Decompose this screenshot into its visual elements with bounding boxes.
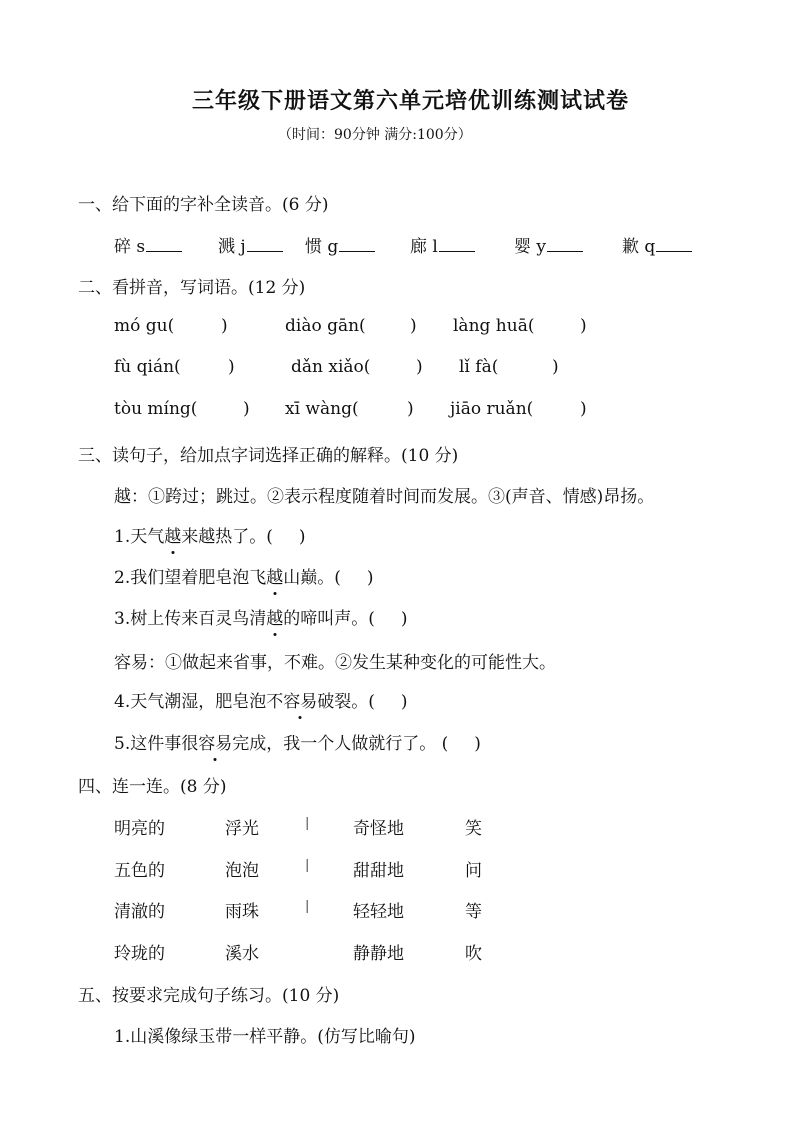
exam-info: （时间：90分钟 满分:100分）	[278, 127, 472, 143]
s5-question-1: 1.山溪像绿玉带一样平静。(仿写比喻句)	[114, 1027, 416, 1047]
section-2-heading: 二、看拼音，写词语。(12 分)	[78, 278, 306, 298]
dotted-char: 容易	[198, 729, 232, 754]
s3-question-5: 5.这件事很容易完成，我一个人做就行了。 ( )	[114, 729, 481, 754]
section-3-heading: 三、读句子，给加点字词选择正确的解释。(10 分)	[78, 446, 459, 466]
section-1-heading: 一、给下面的字补全读音。(6 分)	[78, 195, 329, 215]
match-left-noun[interactable]: 雨珠	[225, 902, 259, 922]
match-left-noun[interactable]: 溪水	[225, 944, 259, 964]
s3-question-1: 1.天气越来越热了。( )	[114, 522, 306, 547]
s1-item: 碎 s	[114, 232, 182, 257]
s1-item: 廊 l	[410, 232, 475, 257]
s1-item: 溅 j	[218, 232, 283, 257]
divider-mark: |	[305, 858, 310, 873]
answer-blank[interactable]	[547, 233, 583, 252]
s2-paren-close: )	[552, 357, 559, 377]
s2-word-item[interactable]: diào gān(	[285, 316, 366, 336]
dotted-char: 越	[164, 522, 181, 547]
match-right-verb[interactable]: 问	[465, 861, 482, 881]
answer-blank[interactable]	[439, 233, 475, 252]
s2-word-item[interactable]: tòu míng(	[114, 399, 198, 419]
divider-mark: |	[305, 816, 310, 831]
answer-blank[interactable]	[656, 233, 692, 252]
s2-paren-close: )	[228, 357, 235, 377]
s1-item: 婴 y	[514, 232, 583, 257]
match-left-adj[interactable]: 五色的	[114, 861, 165, 881]
dotted-char: 容易	[283, 687, 317, 712]
match-right-adv[interactable]: 静静地	[353, 944, 404, 964]
s2-word-item[interactable]: dǎn xiǎo(	[291, 357, 371, 377]
match-right-verb[interactable]: 等	[465, 902, 482, 922]
s2-word-item[interactable]: xī wàng(	[285, 399, 359, 419]
match-right-adv[interactable]: 奇怪地	[353, 819, 404, 839]
s2-word-item[interactable]: mó gu(	[114, 316, 175, 336]
s2-paren-close: )	[580, 399, 587, 419]
match-left-adj[interactable]: 明亮的	[114, 819, 165, 839]
match-right-adv[interactable]: 轻轻地	[353, 902, 404, 922]
section-5-heading: 五、按要求完成句子练习。(10 分)	[78, 986, 340, 1006]
s2-paren-close: )	[410, 316, 417, 336]
match-right-verb[interactable]: 笑	[465, 819, 482, 839]
match-left-adj[interactable]: 玲珑的	[114, 944, 165, 964]
section-4-heading: 四、连一连。(8 分)	[78, 777, 227, 797]
answer-blank[interactable]	[339, 233, 375, 252]
s3-question-4: 4.天气潮湿，肥皂泡不容易破裂。( )	[114, 687, 408, 712]
match-right-adv[interactable]: 甜甜地	[353, 861, 404, 881]
s2-paren-close: )	[580, 316, 587, 336]
page-title: 三年级下册语文第六单元培优训练测试试卷	[192, 88, 630, 114]
match-left-noun[interactable]: 浮光	[225, 819, 259, 839]
s2-paren-close: )	[243, 399, 250, 419]
s2-word-item[interactable]: fù qián(	[114, 357, 181, 377]
match-left-adj[interactable]: 清澈的	[114, 902, 165, 922]
dotted-char: 越	[266, 604, 283, 629]
match-left-noun[interactable]: 泡泡	[225, 861, 259, 881]
s1-item: 惯 g	[305, 232, 375, 257]
dotted-char: 越	[266, 563, 283, 588]
s2-paren-close: )	[221, 316, 228, 336]
match-right-verb[interactable]: 吹	[465, 944, 482, 964]
s2-word-item[interactable]: lǐ fà(	[459, 357, 499, 377]
definition-yue: 越：①跨过；跳过。②表示程度随着时间而发展。③(声音、情感)昂扬。	[114, 487, 655, 507]
s1-item: 歉 q	[622, 232, 692, 257]
s2-paren-close: )	[416, 357, 423, 377]
answer-blank[interactable]	[247, 233, 283, 252]
divider-mark: |	[305, 899, 310, 914]
s2-word-item[interactable]: jiāo ruǎn(	[450, 399, 534, 419]
s2-paren-close: )	[407, 399, 414, 419]
answer-blank[interactable]	[146, 233, 182, 252]
s3-question-2: 2.我们望着肥皂泡飞越山巅。( )	[114, 563, 374, 588]
s2-word-item[interactable]: làng huā(	[453, 316, 535, 336]
s3-question-3: 3.树上传来百灵鸟清越的啼叫声。( )	[114, 604, 408, 629]
definition-rongyi: 容易：①做起来省事，不难。②发生某种变化的可能性大。	[114, 653, 556, 673]
